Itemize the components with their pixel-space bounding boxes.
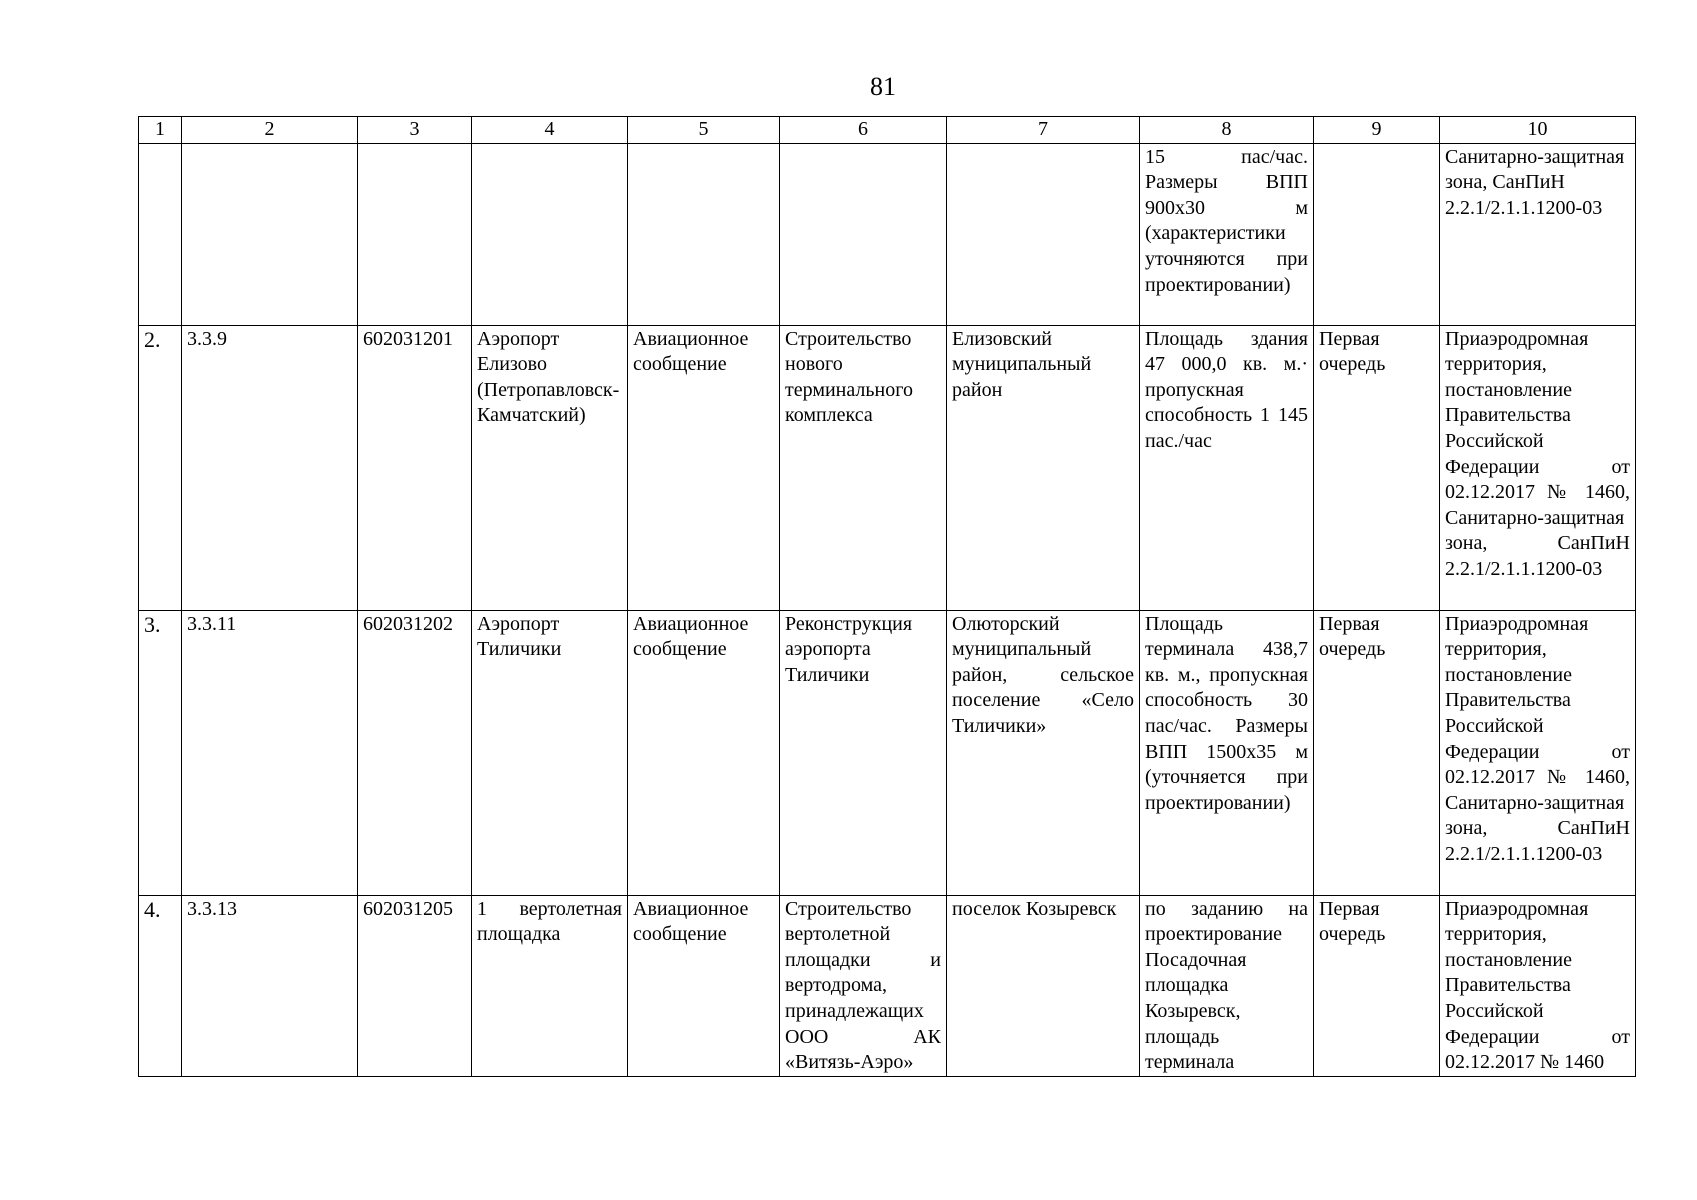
- object-id: 602031202: [358, 610, 472, 895]
- object-name: Аэропорт Елизово (Петропавловск-Камчатский): [472, 325, 628, 610]
- object-purpose: Авиационное сообщение: [628, 610, 780, 895]
- object-code: 3.3.9: [182, 325, 358, 610]
- object-stage: Первая очередь: [1314, 325, 1440, 610]
- column-number: 10: [1440, 117, 1636, 144]
- object-name: 1 вертолетная площадка: [472, 895, 628, 1076]
- column-number: 9: [1314, 117, 1440, 144]
- object-purpose: [628, 143, 780, 325]
- object-characteristics: по заданию на проектирование Посадочная площадка Козыревск, площадь терминала: [1140, 895, 1314, 1076]
- table-row: [139, 895, 1636, 1076]
- object-activity: Строительство нового терминального комплекса: [780, 325, 947, 610]
- object-activity: Строительство вертолетной площадки и вертодрома, принадлежащих ООО АК «Витязь-Аэро»: [780, 895, 947, 1076]
- object-zones: Приаэродромная территория, постановление Правительства Российской Федерации от 02.12.2017 № 1460, Санитарно-защитная зона, СанПиН 2.2.1/2.1.1.1200-03: [1440, 325, 1636, 610]
- object-location: Олюторский муниципальный район, сельское поселение «Село Тиличики»: [947, 610, 1140, 895]
- object-location: Елизовский муниципальный район: [947, 325, 1140, 610]
- object-location: поселок Козыревск: [947, 895, 1140, 1076]
- object-id: 602031205: [358, 895, 472, 1076]
- object-activity: Реконструкция аэропорта Тиличики: [780, 610, 947, 895]
- object-activity: [780, 143, 947, 325]
- table-row: [139, 143, 1636, 325]
- row-number: 3.: [139, 610, 182, 895]
- column-number: 6: [780, 117, 947, 144]
- object-name: [472, 143, 628, 325]
- row-number: 4.: [139, 895, 182, 1076]
- object-purpose: Авиационное сообщение: [628, 895, 780, 1076]
- object-purpose: Авиационное сообщение: [628, 325, 780, 610]
- object-characteristics: Площадь здания 47 000,0 кв. м.· пропускная способность 1 145 пас./час: [1140, 325, 1314, 610]
- column-number: 5: [628, 117, 780, 144]
- object-name: Аэропорт Тиличики: [472, 610, 628, 895]
- object-location: [947, 143, 1140, 325]
- column-number: 3: [358, 117, 472, 144]
- object-characteristics: Площадь терминала 438,7 кв. м., пропускная способность 30 пас/час. Размеры ВПП 1500х35 м (уточняется при проектировании): [1140, 610, 1314, 895]
- objects-table: [138, 116, 1636, 1077]
- object-code: 3.3.13: [182, 895, 358, 1076]
- column-number-row: [139, 117, 1636, 144]
- object-zones: Санитарно-защитная зона, СанПиН 2.2.1/2.1.1.1200-03: [1440, 143, 1636, 325]
- page-number: 81: [870, 72, 896, 101]
- column-number: 8: [1140, 117, 1314, 144]
- object-code: 3.3.11: [182, 610, 358, 895]
- object-stage: Первая очередь: [1314, 610, 1440, 895]
- column-number: 4: [472, 117, 628, 144]
- object-id: [358, 143, 472, 325]
- column-number: 7: [947, 117, 1140, 144]
- object-zones: Приаэродромная территория, постановление Правительства Российской Федерации от 02.12.2017 № 1460: [1440, 895, 1636, 1076]
- object-stage: [1314, 143, 1440, 325]
- row-number: 2.: [139, 325, 182, 610]
- table-row: [139, 610, 1636, 895]
- object-stage: Первая очередь: [1314, 895, 1440, 1076]
- column-number: 1: [139, 117, 182, 144]
- object-id: 602031201: [358, 325, 472, 610]
- object-code: [182, 143, 358, 325]
- row-number: [139, 143, 182, 325]
- column-number: 2: [182, 117, 358, 144]
- table-row: [139, 325, 1636, 610]
- object-characteristics: 15 пас/час. Размеры ВПП 900х30 м (характеристики уточняются при проектировании): [1140, 143, 1314, 325]
- object-zones: Приаэродромная территория, постановление Правительства Российской Федерации от 02.12.2017 № 1460, Санитарно-защитная зона, СанПиН 2.2.1/2.1.1.1200-03: [1440, 610, 1636, 895]
